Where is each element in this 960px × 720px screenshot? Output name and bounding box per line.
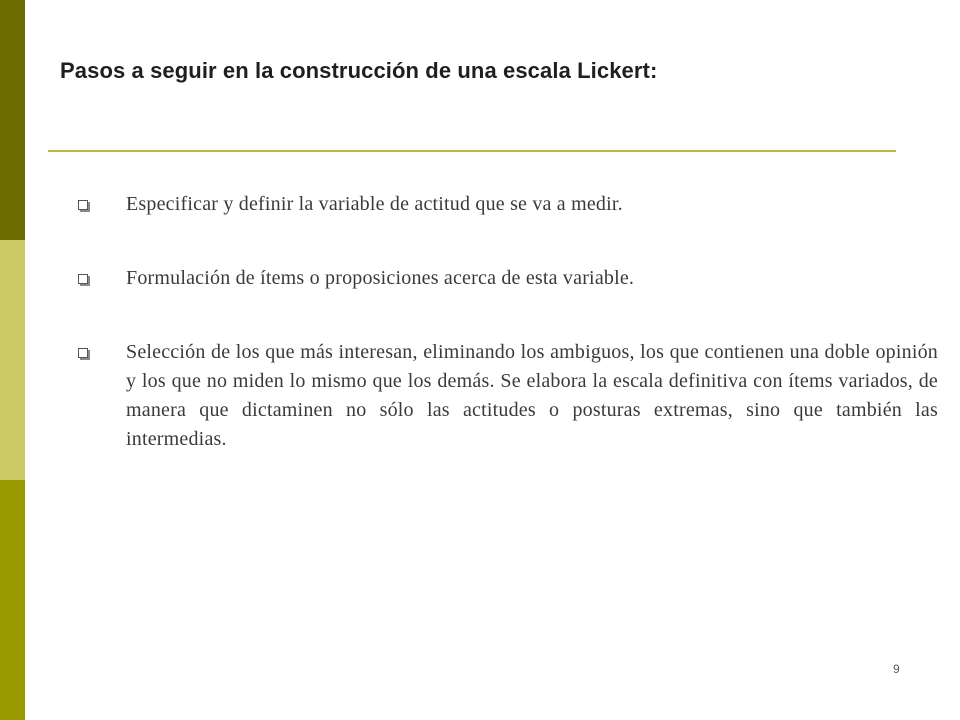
bullet-text: Selección de los que más interesan, eliminando los ambiguos, los que contienen una doble opinión y los que no miden lo mismo que los demás. Se elabora la escala definitiva con ítems variados, de manera que dictaminen no sólo las actitudes o posturas extremas, sino que también las intermedias.: [126, 341, 938, 450]
side-bar-middle-segment: [0, 240, 25, 480]
list-item: [78, 190, 938, 219]
side-bar-top-segment: [0, 0, 25, 240]
list-item: [78, 264, 938, 293]
page-number: 9: [893, 662, 900, 676]
title-divider: [48, 150, 896, 152]
bullet-text: Especificar y definir la variable de actitud que se va a medir.: [126, 193, 623, 215]
checkbox-bullet-icon: [78, 274, 88, 284]
bullet-list: [78, 190, 938, 454]
slide-title: Pasos a seguir en la construcción de una escala Lickert:: [60, 58, 658, 83]
checkbox-bullet-icon: [78, 348, 88, 358]
bullet-text: Formulación de ítems o proposiciones acerca de esta variable.: [126, 267, 635, 289]
list-item: [78, 338, 938, 454]
checkbox-bullet-icon: [78, 200, 88, 210]
side-bar-bottom-segment: [0, 480, 25, 720]
